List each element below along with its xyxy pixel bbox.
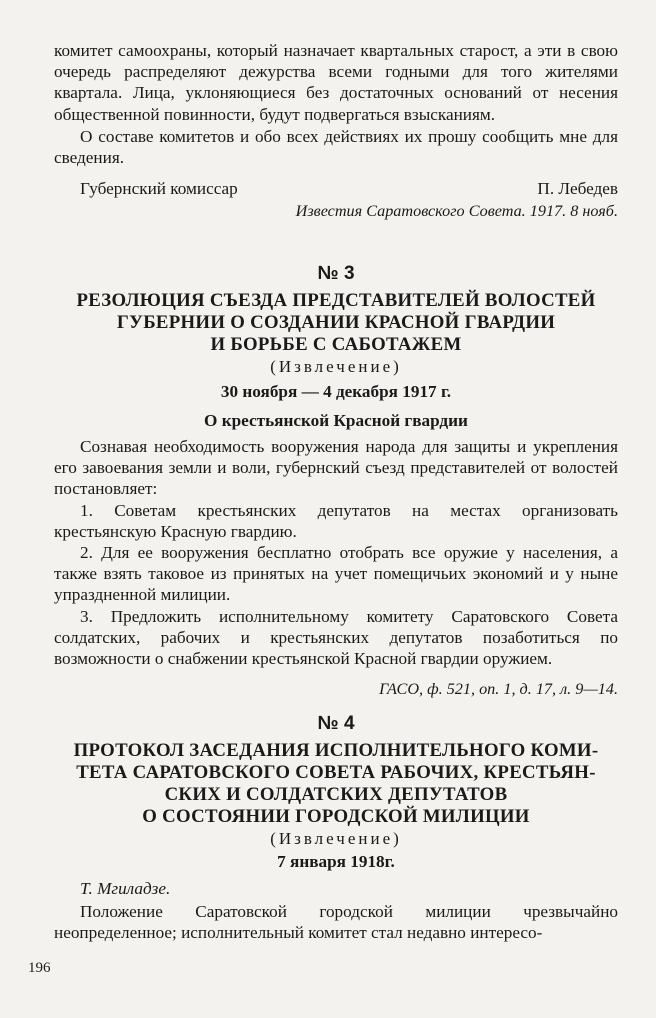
doc3-title-line-3: И БОРЬБЕ С САБОТАЖЕМ (210, 334, 462, 355)
doc3-date: 30 ноября — 4 декабря 1917 г. (220, 382, 452, 401)
signer-name: П. Лебедев (537, 179, 618, 199)
page-number: 196 (28, 960, 51, 976)
doc3-item-1: 1. Советам крестьянских депутатов на местах организовать крестьянскую Красную гвардию. (54, 500, 618, 541)
doc3 (54, 262, 618, 699)
doc3-intro: Сознавая необходимость вооружения народа для защиты и укрепления его завоевания земли и воли, губернский съезд представителей от волостей постановляет: (54, 437, 618, 499)
doc4-number: № 4 (317, 713, 355, 734)
doc2-ending (54, 40, 618, 221)
doc4-title-line-3: СКИХ И СОЛДАТСКИХ ДЕПУТАТОВ (164, 784, 508, 805)
doc4-date: 7 января 1918г. (277, 852, 395, 871)
doc3-item-3: 3. Предложить исполнительному комитету Саратовского Совета солдатских, рабочих и крестьянских депутатов позаботиться по возможности о снабжении крестьянской Красной гвардии оружием. (54, 606, 618, 669)
doc3-title-line-2: ГУБЕРНИИ О СОЗДАНИИ КРАСНОЙ ГВАРДИИ (116, 312, 556, 333)
doc3-subtitle: О крестьянской Красной гвардии (204, 411, 468, 430)
doc4-title-line-1: ПРОТОКОЛ ЗАСЕДАНИЯ ИСПОЛНИТЕЛЬНОГО КОМИ- (73, 740, 599, 761)
doc3-extract-label: (Извлечение) (270, 357, 402, 376)
doc4-title-line-2: ТЕТА САРАТОВСКОГО СОВЕТА РАБОЧИХ, КРЕСТЬЯН- (76, 762, 596, 783)
doc4-title-line-4: О СОСТОЯНИИ ГОРОДСКОЙ МИЛИЦИИ (142, 806, 530, 827)
doc3-number: № 3 (317, 263, 355, 284)
doc2-signature (54, 178, 618, 199)
doc2-paragraph-2: О составе комитетов и обо всех действиях их прошу сообщить мне для сведения. (54, 126, 618, 168)
doc4 (54, 712, 618, 943)
doc4-paragraph-1: Положение Саратовской городской милиции чрезвычайно неопределенное; исполнительный комитет стал недавно интересо- (54, 902, 618, 943)
doc3-title-line-1: РЕЗОЛЮЦИЯ СЪЕЗДА ПРЕДСТАВИТЕЛЕЙ ВОЛОСТЕЙ (76, 290, 596, 311)
signer-title: Губернский комиссар (80, 179, 238, 199)
doc3-source: ГАСО, ф. 521, оп. 1, д. 17, л. 9—14. (379, 680, 618, 699)
doc2-source: Известия Саратовского Совета. 1917. 8 нояб. (295, 202, 618, 221)
doc4-extract-label: (Извлечение) (270, 829, 402, 848)
doc4-speaker: Т. Мгиладзе. (80, 879, 171, 898)
doc2-paragraph-1: комитет самоохраны, который назначает квартальных старост, а эти в свою очередь распределяют дежурства всеми годными для того жителями квартала. Лица, уклоняющиеся без достаточных оснований от несения общественной повинности, будут подвергаться взысканиям. (54, 41, 618, 124)
doc3-item-2: 2. Для ее вооружения бесплатно отобрать все оружие у населения, а также взять таковое из принятых на учет помещичьих экономий и у ныне упраздненной милиции. (54, 543, 618, 605)
